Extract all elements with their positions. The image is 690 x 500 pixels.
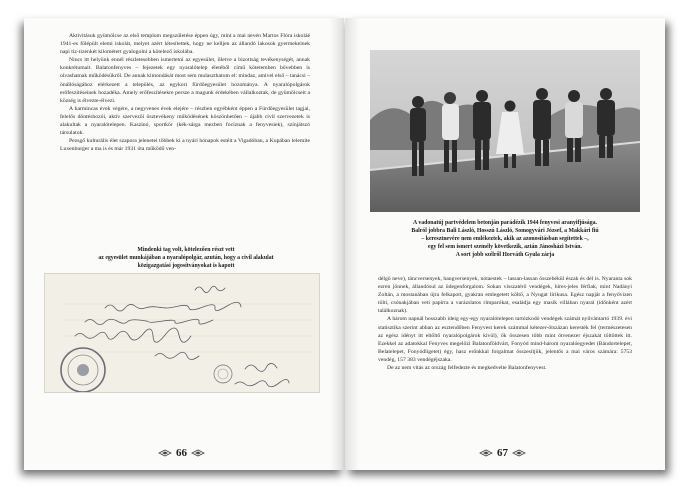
receipt-scan-illustration xyxy=(45,274,320,393)
ornament-left-icon xyxy=(479,449,493,457)
left-gutter-shadow xyxy=(330,18,344,470)
paragraph: Pezsgő kulturális élet szapora jelenetei többek ki a nyári hónapok estéit a Vigadóban, a Kupában lelemíte Luxenburger a ma is és már 1931 óta működő ven- xyxy=(60,138,310,153)
caption-line: közigazgatási jogosítványokat is kapott xyxy=(137,263,235,269)
paragraph: Aktivitásuk gyümölcse az első templom megszületése éppen úgy, mint a mai nevén Martos Flóra iskoláé 1941-es fölépült elemi iskolát, melyet azért létesítettek, hogy ne kelljen az állandó lakosok gyermekeinek napi tíz-tizenkét kilométert gyalogolni a kötelező iskolába. xyxy=(60,33,310,56)
page-number-text: 67 xyxy=(497,447,508,459)
group-photo-illustration xyxy=(370,50,640,212)
caption-line: A vadonatúj partvédelem betonján parádézik 1944 fenyvesi aranyifjúsága. xyxy=(413,220,597,226)
ornament-left-icon xyxy=(158,449,172,457)
paragraph: Nincs itt helyünk ennél részletesebben ismertetni az egyesület, illetve a bizottság tevékenységét, annak konkrétumait. Balatonfenyves – fejezetek egy nyaralótelep életéből című kötetemben bővebben is olvashatnak működésükről. De annak kimondását most sem mulaszthatom el: mindaz, amivel első – tanácsi – önállóságához elérkezett a település, az egykori fürdőegyesület hozománya. A nyaralópolgárok erőfeszítéseinek hozadéka. Amely erőfeszítésekre persze a magunk érdekében vállalkoztak, de gyümölcseit a község is élvezte-élvezi. xyxy=(60,57,310,104)
right-page xyxy=(345,18,665,470)
caption-line: az egyesület munkájában a nyaralópolgár, azután, hogy a civil alakulat xyxy=(98,255,274,261)
paragraph: A három napnál hosszabb ideig egy-egy nyaralótelepen tartózkodó vendégek számát nyilvántartó 1939. évi statisztika szerint abban az esztendőben Fenyvest kerek számmal kétezer-ötszázan keresték fel (természetesen az egész idényt itt eltöltő nyaralópolgárok kívül), ők összesen több mint ötvenezer éjszakát töltöttek itt. Ezekkel az adatokkal Fenyves megelőzi Balatonföldvárt, Fonyód mind-három nyaralóegyedet (Bándortelepet, Belatelepet, Fonyódligetet) égy, hasz erőnkkal forgalmat összesítjük, jelentős a mai város számára: 5753 vendég, 157 383 vendégéjszaka. xyxy=(378,316,632,363)
paragraph: A harmincas évek végére, a negyvenes évek elejére – részben egyébként éppen a Fürdőegyesület tagjai, felelős döntéshozói, aktív szervezői ösztevékeny működésének köszönhetően – újabb civil szervezetek is alakultak a nyaralótelepen. Kaszinó, sportkör (kék-sárga mezben focíznak a fenyvesiek), színjátszó társulatok. xyxy=(60,105,310,137)
photo-caption xyxy=(370,219,640,259)
paragraph: délgő neve), táncversenyek, hangversenyek, nótaestek – lassan-lassan összebékül észak és dél is. Nyaranta sok ezren jönnek, állandósul az üdegenforgalom. Sokan visszatérő vendégek, híres-jeles férfiak, mint Nadányi Zoltán, a mostanában újra felkapott, gyakran emlegetett költő, a Nyugat lírikusa. Egész napját a fenyővizen tölti, csónakjában veti papírra a varázslatos rímparókat, esaládja egy masík villában nyaral (időnként azért találkoznak). xyxy=(378,276,632,315)
membership-receipt-image xyxy=(44,273,320,393)
ornament-right-icon xyxy=(512,449,526,457)
caption-line: – keresztnevére nem emlékeztek, akik az azonosításban segítettek –, xyxy=(421,236,589,242)
group-photo xyxy=(370,50,640,212)
left-body-text xyxy=(60,32,310,153)
left-page xyxy=(24,18,344,470)
page-number-left xyxy=(158,446,205,460)
paragraph: De az nem vitás az ország felfedezte és megkedvelte Balatonfenyvest. xyxy=(387,365,547,372)
caption-line: A sort jobb szélről Horváth Gyula zárja xyxy=(455,252,555,258)
right-gutter-shadow xyxy=(345,18,359,470)
caption-line: Mindenki tag volt, kötelezően részt vett xyxy=(137,247,235,253)
caption-line: Balról jobbra Bali László, Hosszú László, Somogyvári József, a Makkári fiú xyxy=(411,228,599,234)
right-body-text xyxy=(378,275,632,372)
page-number-text: 66 xyxy=(176,447,187,459)
caption-line: egy fel sem ismert személy következik, aztán Jánosházi István. xyxy=(428,244,582,250)
document-caption xyxy=(64,246,308,270)
page-number-right xyxy=(479,446,526,460)
ornament-right-icon xyxy=(191,449,205,457)
